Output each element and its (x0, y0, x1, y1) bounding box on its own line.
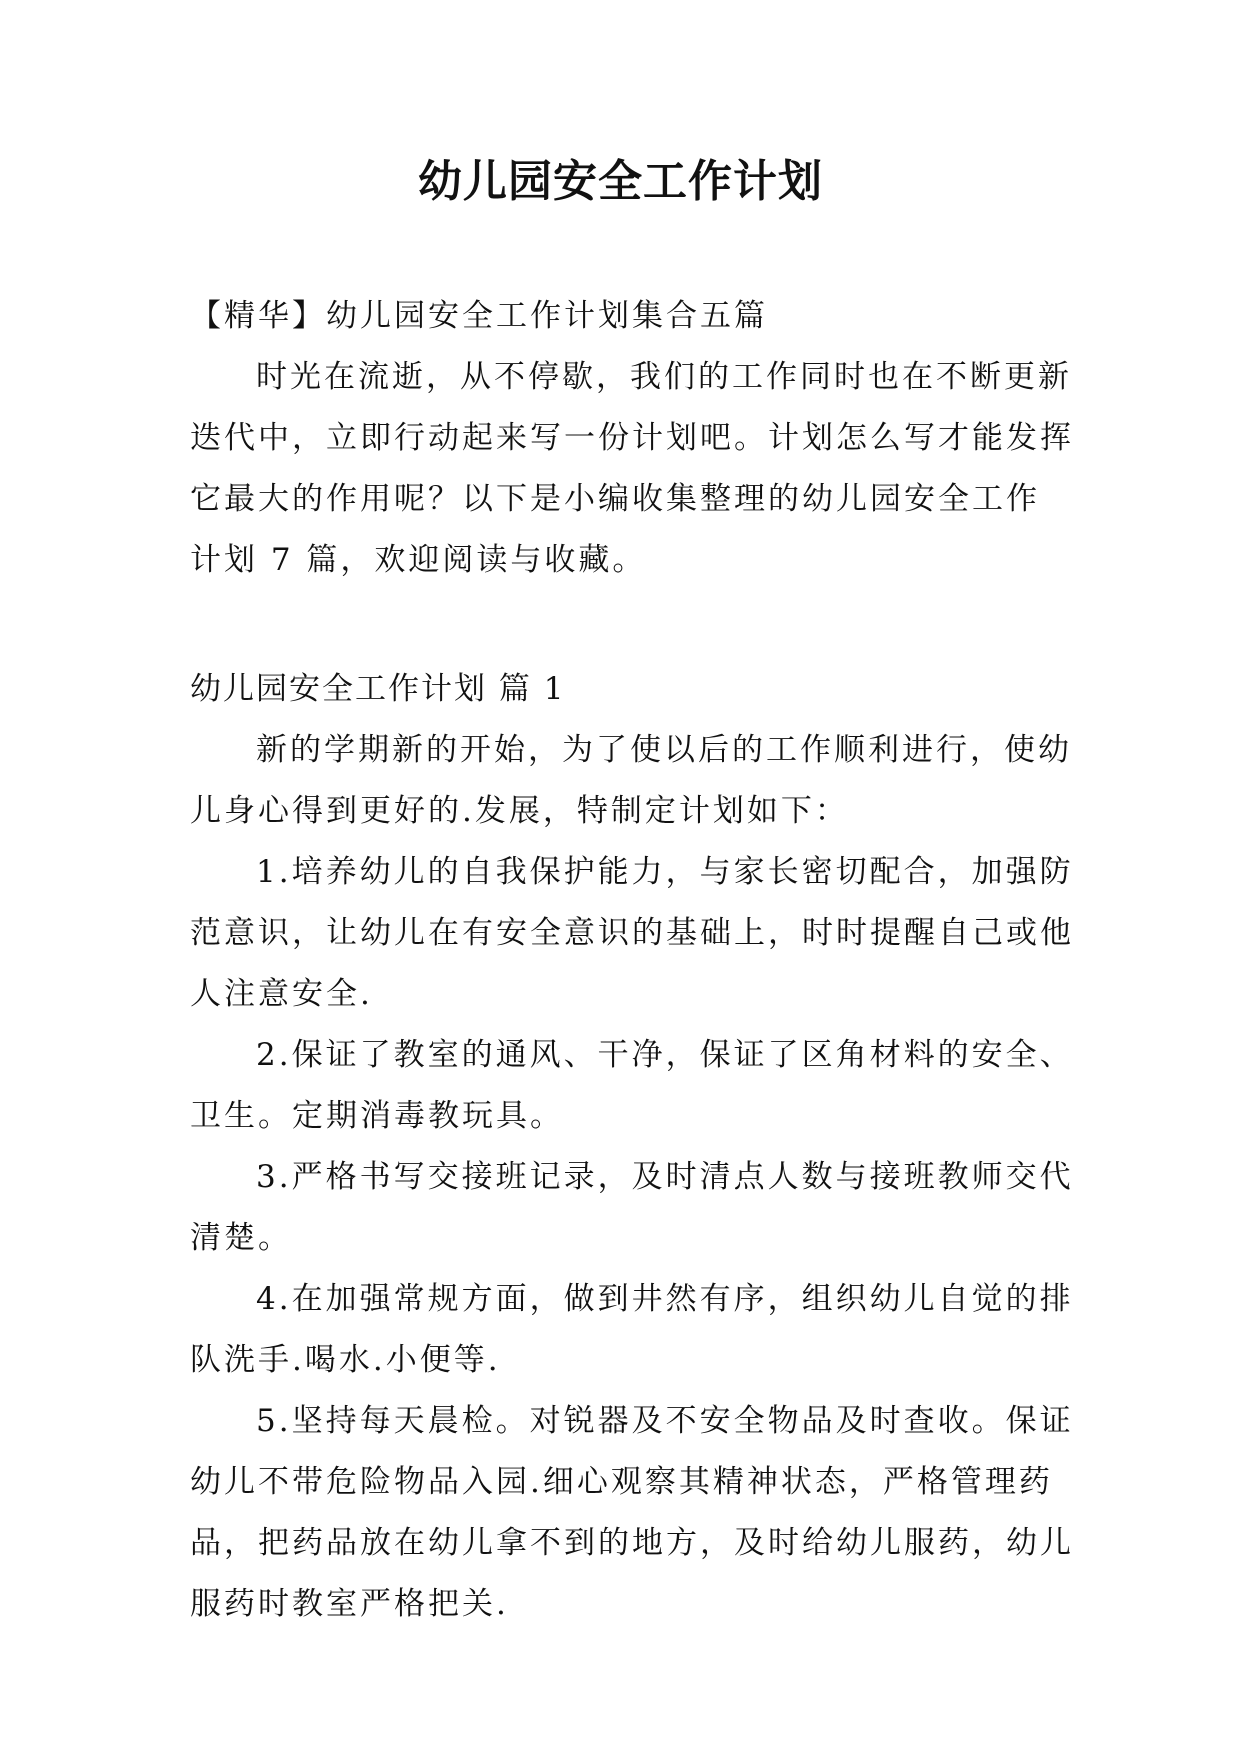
intro-paragraph (190, 347, 1074, 591)
paragraph-line: 3.严格书写交接班记录，及时清点人数与接班教师交代 (256, 1159, 1074, 1195)
paragraph-line: 清楚。 (190, 1220, 292, 1256)
paragraph-line: 品，把药品放在幼儿拿不到的地方，及时给幼儿服药，幼儿 (190, 1525, 1074, 1561)
paragraph-line: 1.培养幼儿的自我保护能力，与家长密切配合，加强防 (256, 854, 1074, 890)
paragraph-line: 服药时教室严格把关. (190, 1586, 509, 1622)
intro-line: 迭代中，立即行动起来写一份计划吧。计划怎么写才能发挥 (190, 420, 1074, 456)
paragraph-line: 范意识，让幼儿在有安全意识的基础上，时时提醒自己或他 (190, 915, 1074, 951)
intro-line: 计划 7 篇，欢迎阅读与收藏。 (190, 542, 647, 578)
paragraph-line: 卫生。定期消毒教玩具。 (190, 1098, 564, 1134)
paragraph-line: 幼儿不带危险物品入园.细心观察其精神状态，严格管理药 (190, 1464, 1053, 1500)
section-heading: 幼儿园安全工作计划 篇 1 (190, 671, 566, 707)
list-item-4 (190, 1269, 1074, 1391)
intro-line: 时光在流逝，从不停歇，我们的工作同时也在不断更新 (256, 359, 1072, 395)
intro-line: 它最大的作用呢？以下是小编收集整理的幼儿园安全工作 (190, 481, 1040, 517)
document-subtitle: 【精华】幼儿园安全工作计划集合五篇 (190, 298, 768, 334)
list-item-5 (190, 1391, 1074, 1635)
paragraph-line: 4.在加强常规方面，做到井然有序，组织幼儿自觉的排 (256, 1281, 1074, 1317)
list-item-1 (190, 842, 1074, 1025)
paragraph-line: 2.保证了教室的通风、干净，保证了区角材料的安全、 (256, 1037, 1074, 1073)
document-title: 幼儿园安全工作计划 (418, 156, 823, 207)
paragraph-line: 儿身心得到更好的.发展，特制定计划如下： (190, 793, 849, 829)
document-body (190, 286, 1074, 1635)
paragraph-line: 队洗手.喝水.小便等. (190, 1342, 501, 1378)
list-item-2 (190, 1025, 1074, 1147)
list-item-3 (190, 1147, 1074, 1269)
paragraph-line: 5.坚持每天晨检。对锐器及不安全物品及时查收。保证 (256, 1403, 1074, 1439)
paragraph-line: 人注意安全. (190, 976, 373, 1012)
paragraph (190, 720, 1072, 842)
section-gap (190, 591, 1058, 659)
paragraph-line: 新的学期新的开始，为了使以后的工作顺利进行，使幼 (256, 732, 1072, 768)
